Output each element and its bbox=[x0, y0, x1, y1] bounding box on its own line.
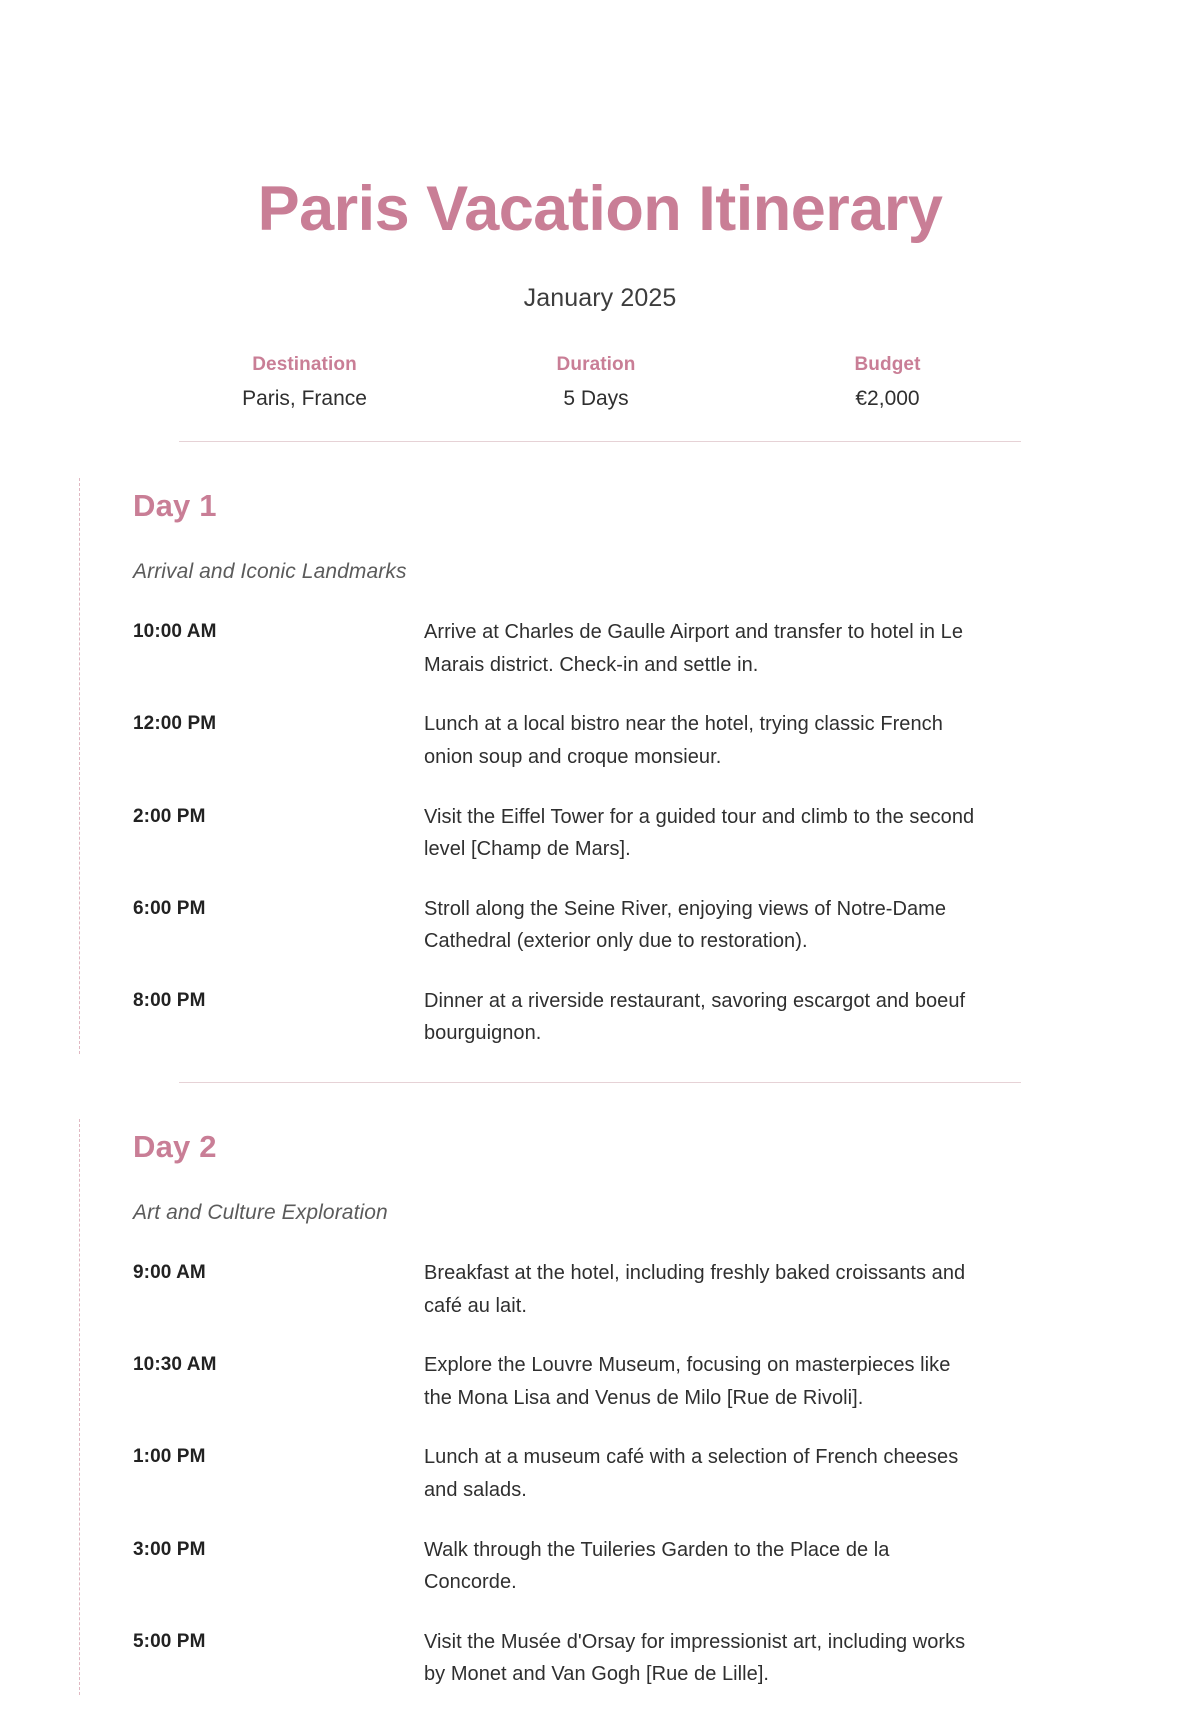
meta-budget-value: €2,000 bbox=[855, 387, 920, 411]
meta-destination bbox=[230, 354, 380, 411]
meta-duration-label: Duration bbox=[556, 354, 636, 376]
day-sections bbox=[0, 442, 1200, 1723]
schedule-row bbox=[133, 1626, 975, 1691]
schedule-description: Lunch at a museum café with a selection of French cheeses and salads. bbox=[424, 1446, 959, 1502]
schedule-time: 8:00 PM bbox=[133, 989, 206, 1011]
schedule-row bbox=[133, 801, 975, 866]
schedule-time: 2:00 PM bbox=[133, 805, 206, 827]
meta-budget bbox=[813, 354, 963, 411]
day-section-2 bbox=[0, 1083, 1200, 1723]
page-title: Paris Vacation Itinerary bbox=[257, 174, 943, 244]
meta-duration bbox=[521, 354, 671, 411]
schedule-list-1 bbox=[133, 616, 975, 1050]
schedule-row bbox=[133, 1534, 975, 1599]
schedule-description: Dinner at a riverside restaurant, savoring escargot and boeuf bourguignon. bbox=[424, 989, 966, 1045]
day-title-2: Day 2 bbox=[133, 1129, 217, 1165]
schedule-row bbox=[133, 985, 975, 1050]
schedule-description: Lunch at a local bistro near the hotel, trying classic French onion soup and croque monsieur. bbox=[424, 713, 943, 768]
meta-budget-label: Budget bbox=[854, 354, 921, 376]
meta-destination-label: Destination bbox=[252, 354, 357, 376]
schedule-time: 5:00 PM bbox=[133, 1630, 206, 1652]
schedule-description: Breakfast at the hotel, including freshly baked croissants and café au lait. bbox=[424, 1262, 966, 1317]
schedule-description: Explore the Louvre Museum, focusing on masterpieces like the Mona Lisa and Venus de Milo [Rue de Rivoli]. bbox=[424, 1354, 951, 1409]
day-body-1 bbox=[133, 442, 975, 1082]
trip-summary bbox=[178, 354, 1023, 411]
schedule-time: 10:00 AM bbox=[133, 621, 217, 643]
meta-duration-value: 5 Days bbox=[563, 387, 629, 411]
schedule-description: Arrive at Charles de Gaulle Airport and transfer to hotel in Le Marais district. Check-in and settle in. bbox=[424, 621, 963, 676]
schedule-time: 12:00 PM bbox=[133, 713, 217, 735]
schedule-description: Stroll along the Seine River, enjoying views of Notre-Dame Cathedral (exterior only due to restoration). bbox=[424, 897, 947, 953]
timeline-rail-icon bbox=[79, 478, 80, 1054]
document-subtitle: January 2025 bbox=[523, 284, 677, 313]
schedule-description: Visit the Musée d'Orsay for impressionist art, including works by Monet and Van Gogh [Rue de Lille]. bbox=[424, 1630, 966, 1686]
schedule-description: Visit the Eiffel Tower for a guided tour and climb to the second level [Champ de Mars]. bbox=[424, 805, 975, 861]
schedule-row bbox=[133, 893, 975, 958]
schedule-time: 10:30 AM bbox=[133, 1354, 217, 1376]
schedule-list-2 bbox=[133, 1257, 975, 1691]
schedule-row bbox=[133, 1441, 975, 1506]
document-header bbox=[0, 0, 1200, 313]
schedule-row bbox=[133, 1257, 975, 1322]
day-title-1: Day 1 bbox=[133, 488, 217, 524]
schedule-row bbox=[133, 616, 975, 681]
meta-destination-value: Paris, France bbox=[242, 387, 367, 411]
schedule-row bbox=[133, 1349, 975, 1414]
schedule-time: 3:00 PM bbox=[133, 1538, 206, 1560]
schedule-time: 1:00 PM bbox=[133, 1446, 206, 1468]
day-theme-1: Arrival and Iconic Landmarks bbox=[133, 560, 407, 584]
schedule-description: Walk through the Tuileries Garden to the Place de la Concorde. bbox=[424, 1538, 890, 1594]
day-theme-2: Art and Culture Exploration bbox=[133, 1201, 388, 1225]
schedule-row bbox=[133, 708, 975, 773]
day-section-1 bbox=[0, 442, 1200, 1082]
day-body-2 bbox=[133, 1083, 975, 1723]
timeline-rail-icon bbox=[79, 1119, 80, 1695]
schedule-time: 6:00 PM bbox=[133, 897, 206, 919]
schedule-time: 9:00 AM bbox=[133, 1262, 206, 1284]
